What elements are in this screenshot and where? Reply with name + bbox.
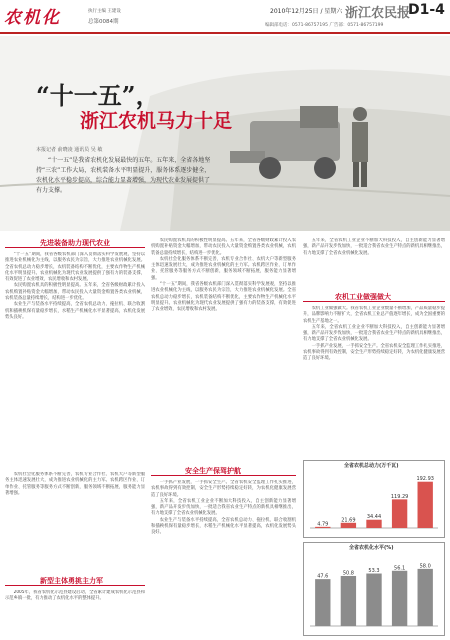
column-1-body [5, 252, 145, 472]
chart-title: 全省农机化水平(%) [349, 545, 394, 551]
paragraph: 五年来，全省农机工业企业不断加大科技投入，自主创新能力显著增强，新产品开发步伐加快，一批适合我省农业生产特点的新机具相继推出，有力地支撑了全省农业机械化发展。 [303, 238, 445, 256]
paragraph: “十一五”期间，我省各级农机部门深入贯彻落实科学发展观，坚持以推进农业机械化为主线，以服务农民为宗旨，大力推进农业机械化发展。全省农机总动力稳步增长，农机装备结构不断优化，主要农作物生产机械化水平明显提升。农业机械化为现代农业发展提供了强有力的装备支撑，有效促进了农业增效、农民增收和农村发展。 [151, 282, 296, 313]
column-1-body-b [5, 472, 145, 552]
divider [5, 247, 145, 248]
section-heading-industry: 农机工业做强做大 [335, 293, 391, 301]
headline-part-b: 马力十足 [156, 110, 233, 132]
masthead [0, 0, 450, 34]
data-label: 50.8 [342, 570, 354, 577]
issue-number: 总第0084期 [88, 19, 119, 25]
data-label: 34.44 [366, 514, 382, 521]
bar [392, 499, 407, 528]
data-label: 119.29 [390, 493, 409, 500]
column-1-body-c [5, 590, 145, 638]
bar [341, 523, 356, 528]
bar [418, 482, 433, 528]
bar [418, 569, 433, 626]
paragraph: 农民购置农机具的积极性明显提高。五年来，全省各级财政累计投入农机购置补贴资金大幅增加，带动农民投入大量资金购置各类农业机械，农机装备总量持续增长，结构进一步优化。 [151, 238, 296, 256]
headline-line1: “十一五”， [36, 81, 160, 110]
column-3-body-b [303, 306, 445, 456]
bar [366, 574, 381, 626]
data-label: 4.79 [317, 521, 329, 528]
bar [392, 571, 407, 626]
column-3-body [303, 238, 445, 286]
paragraph: 五年来，全省农机工业企业不断加大科技投入，自主创新能力显著增强，新产品开发步伐加快，一批适合我省农业生产特点的新机具相继推出，有力地支撑了全省农业机械化发展。 [303, 324, 445, 343]
issue-date: 2010年12月25日 / 星期六 [270, 8, 343, 15]
paragraph: 五年来，全省农机工业企业不断加大科技投入，自主创新能力显著增强，新产品开发步伐加快，一批适合我省农业生产特点的新机具相继推出，有力地支撑了全省农业机械化发展。 [151, 498, 296, 517]
paragraph: 农业生产与装备水平持续提高，全省农机总动力、拖拉机、联合收割机和插秧机保有量稳步增长，水稻生产机械化水平显著提高，农机化发展势头良好。 [5, 302, 145, 320]
section-heading-safety: 安全生产保驾护航 [185, 467, 241, 475]
column-2-body-b [151, 480, 296, 638]
chart-2 [303, 542, 445, 636]
paragraph: “十一五”期间，我省各级农机部门深入贯彻落实科学发展观，坚持以推进农业机械化为主线，以服务农民为宗旨，大力推进农业机械化发展。全省农机总动力稳步增长，农机装备结构不断优化，主要农作物生产机械化水平明显提升。农业机械化为现代农业发展提供了强有力的装备支撑，有效促进了农业增效、农民增收和农村发展。 [5, 252, 145, 283]
data-label: 53.3 [368, 568, 380, 575]
paragraph: 农机社会化服务体系不断完善，农机专业合作社、农机大户等新型服务主体迅速发展壮大，成为推进农业机械化的主力军。农机跨区作业、订单作业、托管服务等服务方式不断创新，服务领域不断拓展，服务能力显著增强。 [151, 256, 296, 281]
paragraph: 农业生产与装备水平持续提高，全省农机总动力、拖拉机、联合收割机和插秧机保有量稳步增长，水稻生产机械化水平显著提高，农机化发展势头良好。 [151, 517, 296, 536]
headline-line2 [80, 106, 232, 133]
divider [5, 585, 145, 586]
data-label: 192.93 [416, 476, 434, 483]
section-heading-new-entities: 新型主体勇挑主力军 [40, 577, 103, 585]
divider [151, 475, 296, 476]
page-number: D1-4 [408, 2, 445, 18]
feature-banner [0, 36, 450, 231]
data-label: 47.6 [317, 573, 329, 580]
data-label: 58.0 [419, 563, 431, 570]
lead-paragraph: “十一五”是我省农机化发展最快的五年。五年来，全省各地坚持“三农”工作大局，农机装备水平明显提升，服务体系逐步健全，农机化水平稳步提高，综合能力显著增强，为现代农业发展提供了有力支撑。 [36, 157, 211, 194]
bar [315, 579, 330, 626]
column-2-body [151, 238, 296, 458]
section-logo: 农机化 [4, 8, 61, 28]
bar [366, 520, 381, 528]
data-label: 21.69 [341, 517, 356, 524]
paragraph: 农机社会化服务体系不断完善，农机专业合作社、农机大户等新型服务主体迅速发展壮大，成为推进农业机械化的主力军。农机跨区作业、订单作业、托管服务等服务方式不断创新，服务领域不断拓展，服务能力显著增强。 [5, 472, 145, 496]
chart-title: 全省农机总动力(万千瓦) [344, 463, 399, 469]
section-heading-equipment: 先进装备助力现代农业 [40, 239, 110, 247]
byline: 本报记者 俞晓凌 通讯员 吴 敏 [36, 147, 103, 153]
paragraph: 一手抓产业发展，一手抓安全生产。全省农机安全监理工作扎实推进，农机事故得到有效控制，安全生产形势持续稳定好转，为农机化健康发展营造了良好环境。 [151, 480, 296, 498]
paragraph: 农机工业做强做大。我省农机工业企业数量不断增加，产品质量稳步提升，品牌影响力不断扩大，全省农机工业总产值逐年增长，成为全国重要的农机生产基地之一。 [303, 306, 445, 324]
section-editor: 执行主编 王建设 [88, 9, 121, 14]
paragraph: 2005年，我省农机化示范县建设启动，全省累计建成农机化示范县和示范乡镇一批，有力推动了农机化水平的整体提升。 [5, 590, 145, 602]
chart-1 [303, 460, 445, 538]
paragraph: 一手抓产业发展，一手抓安全生产。全省农机安全监理工作扎实推进，农机事故得到有效控制，安全生产形势持续稳定好转，为农机化健康发展营造了良好环境。 [303, 343, 445, 362]
divider [303, 301, 445, 302]
data-label: 56.1 [394, 565, 406, 572]
banner-photo [0, 36, 450, 231]
chart-2-plot [304, 552, 444, 636]
headline-part-a: 浙江农机 [80, 110, 157, 132]
contact-line: 编辑部电话：0571-86757195 广告部：0571-86757199 [265, 23, 384, 28]
bar [341, 576, 356, 626]
paragraph: 农民购置农机具的积极性明显提高。五年来，全省各级财政累计投入农机购置补贴资金大幅增加，带动农民投入大量资金购置各类农业机械，农机装备总量持续增长，结构进一步优化。 [5, 283, 145, 302]
newspaper-name: 浙江农民报 [345, 6, 411, 21]
chart-1-plot [304, 470, 444, 538]
